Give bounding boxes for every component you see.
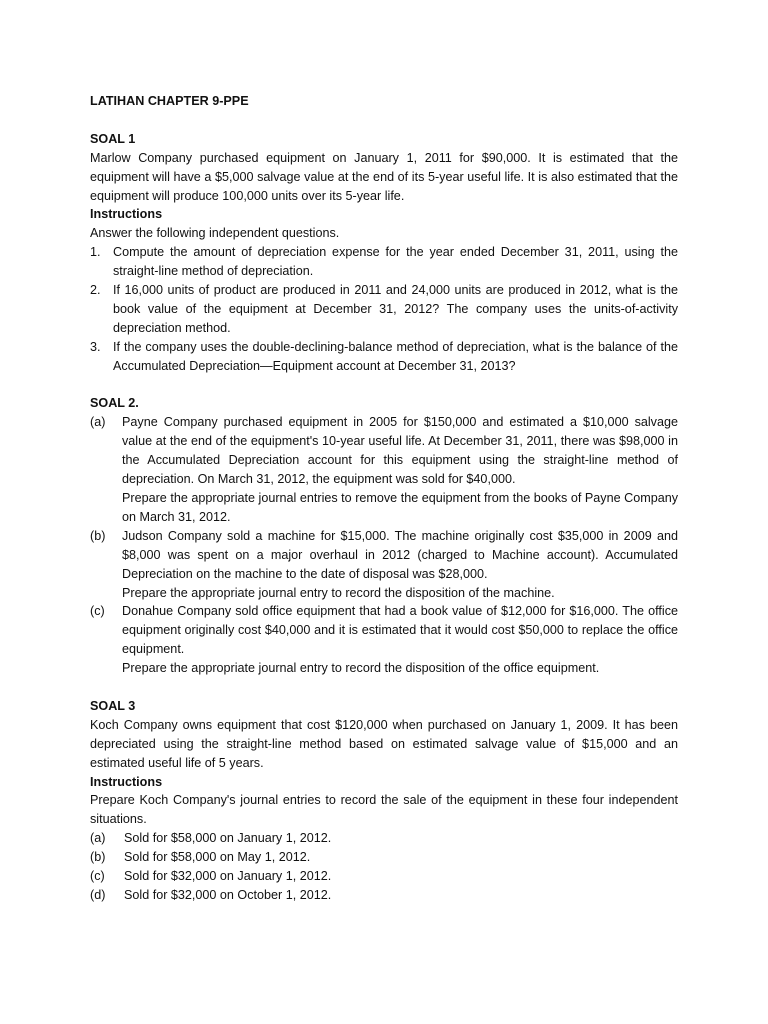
question-number: 3.: [90, 339, 101, 354]
soal-2-heading: SOAL 2.: [90, 396, 139, 411]
question-text: If 16,000 units of product are produced in 2011 and 24,000 units are produced in 2012, what is the book value of the equipment at December 31, 2012? The company uses the units-of-activity depreciation method.: [113, 283, 678, 335]
part-task: Prepare the appropriate journal entry to record the disposition of the office equipment.: [122, 661, 600, 676]
part-label: (c): [90, 604, 105, 619]
soal-2-part: [90, 527, 678, 603]
soal-1-question: [90, 338, 678, 376]
situation-text: Sold for $58,000 on January 1, 2012.: [124, 831, 332, 846]
soal-1-heading: SOAL 1: [90, 131, 136, 146]
soal-2-part: [90, 602, 678, 678]
soal-1-question: [90, 243, 678, 281]
soal-1-intro: Marlow Company purchased equipment on January 1, 2011 for $90,000. It is estimated that the equipment will have a $5,000 salvage value at the end of its 5-year useful life. It is also estimated that the equipment will produce 100,000 units over its 5-year life.: [90, 150, 678, 203]
soal-3-situation: [90, 829, 678, 848]
part-text: Donahue Company sold office equipment that had a book value of $12,000 for $16,000. The office equipment originally cost $40,000 and it is estimated that it would cost $50,000 to replace the office equipment.: [122, 604, 678, 657]
soal-3-lead: Prepare Koch Company's journal entries to record the sale of the equipment in these four independent situations.: [90, 793, 678, 827]
situation-label: (a): [90, 831, 106, 846]
soal-1-question: [90, 281, 678, 338]
situation-text: Sold for $32,000 on October 1, 2012.: [124, 888, 332, 903]
soal-2-part: [90, 413, 678, 526]
question-text: Compute the amount of depreciation expense for the year ended December 31, 2011, using the straight-line method of depreciation.: [113, 245, 678, 279]
soal-3-heading: SOAL 3: [90, 698, 136, 713]
situation-label: (b): [90, 850, 106, 865]
part-task: Prepare the appropriate journal entries to remove the equipment from the books of Payne Company on March 31, 2012.: [122, 491, 678, 524]
question-number: 2.: [90, 283, 101, 298]
soal-1-lead: Answer the following independent questions.: [90, 226, 340, 241]
part-text: Judson Company sold a machine for $15,000. The machine originally cost $35,000 in 2009 and $8,000 was spent on a major overhaul in 2012 (charged to Machine account). Accumulated Depreciation on the machine to the date of disposal was $28,000.: [122, 528, 678, 581]
part-label: (b): [90, 528, 106, 543]
question-text: If the company uses the double-declining-balance method of depreciation, what is the balance of the Accumulated Depreciation—Equipment account at December 31, 2013?: [113, 339, 678, 373]
situation-text: Sold for $32,000 on January 1, 2012.: [124, 869, 332, 884]
soal-1-section: [90, 130, 678, 376]
situation-label: (c): [90, 869, 105, 884]
situation-text: Sold for $58,000 on May 1, 2012.: [124, 850, 311, 865]
document-page: [90, 92, 678, 905]
soal-3-instructions-label: Instructions: [90, 774, 163, 789]
soal-1-instructions-label: Instructions: [90, 207, 163, 222]
soal-3-section: [90, 697, 678, 905]
part-text: Payne Company purchased equipment in 2005 for $150,000 and estimated a $10,000 salvage value at the end of the equipment's 10-year useful life. At December 31, 2011, there was $98,000 in the Accumulated Depreciation account for this equipment using the straight-line method of depreciation. On March 31, 2012, the equipment was sold for $40,000.: [122, 415, 678, 487]
part-label: (a): [90, 415, 106, 430]
question-number: 1.: [90, 245, 101, 260]
part-task: Prepare the appropriate journal entry to record the disposition of the machine.: [122, 585, 555, 600]
soal-3-situation: [90, 848, 678, 867]
soal-2-section: [90, 394, 678, 678]
soal-3-intro: Koch Company owns equipment that cost $120,000 when purchased on January 1, 2009. It has been depreciated using the straight-line method based on estimated salvage value of $15,000 and an estimated useful life of 5 years.: [90, 717, 678, 770]
soal-3-situation: [90, 867, 678, 886]
soal-3-situation: [90, 886, 678, 905]
situation-label: (d): [90, 888, 106, 903]
document-title: LATIHAN CHAPTER 9-PPE: [90, 94, 249, 108]
